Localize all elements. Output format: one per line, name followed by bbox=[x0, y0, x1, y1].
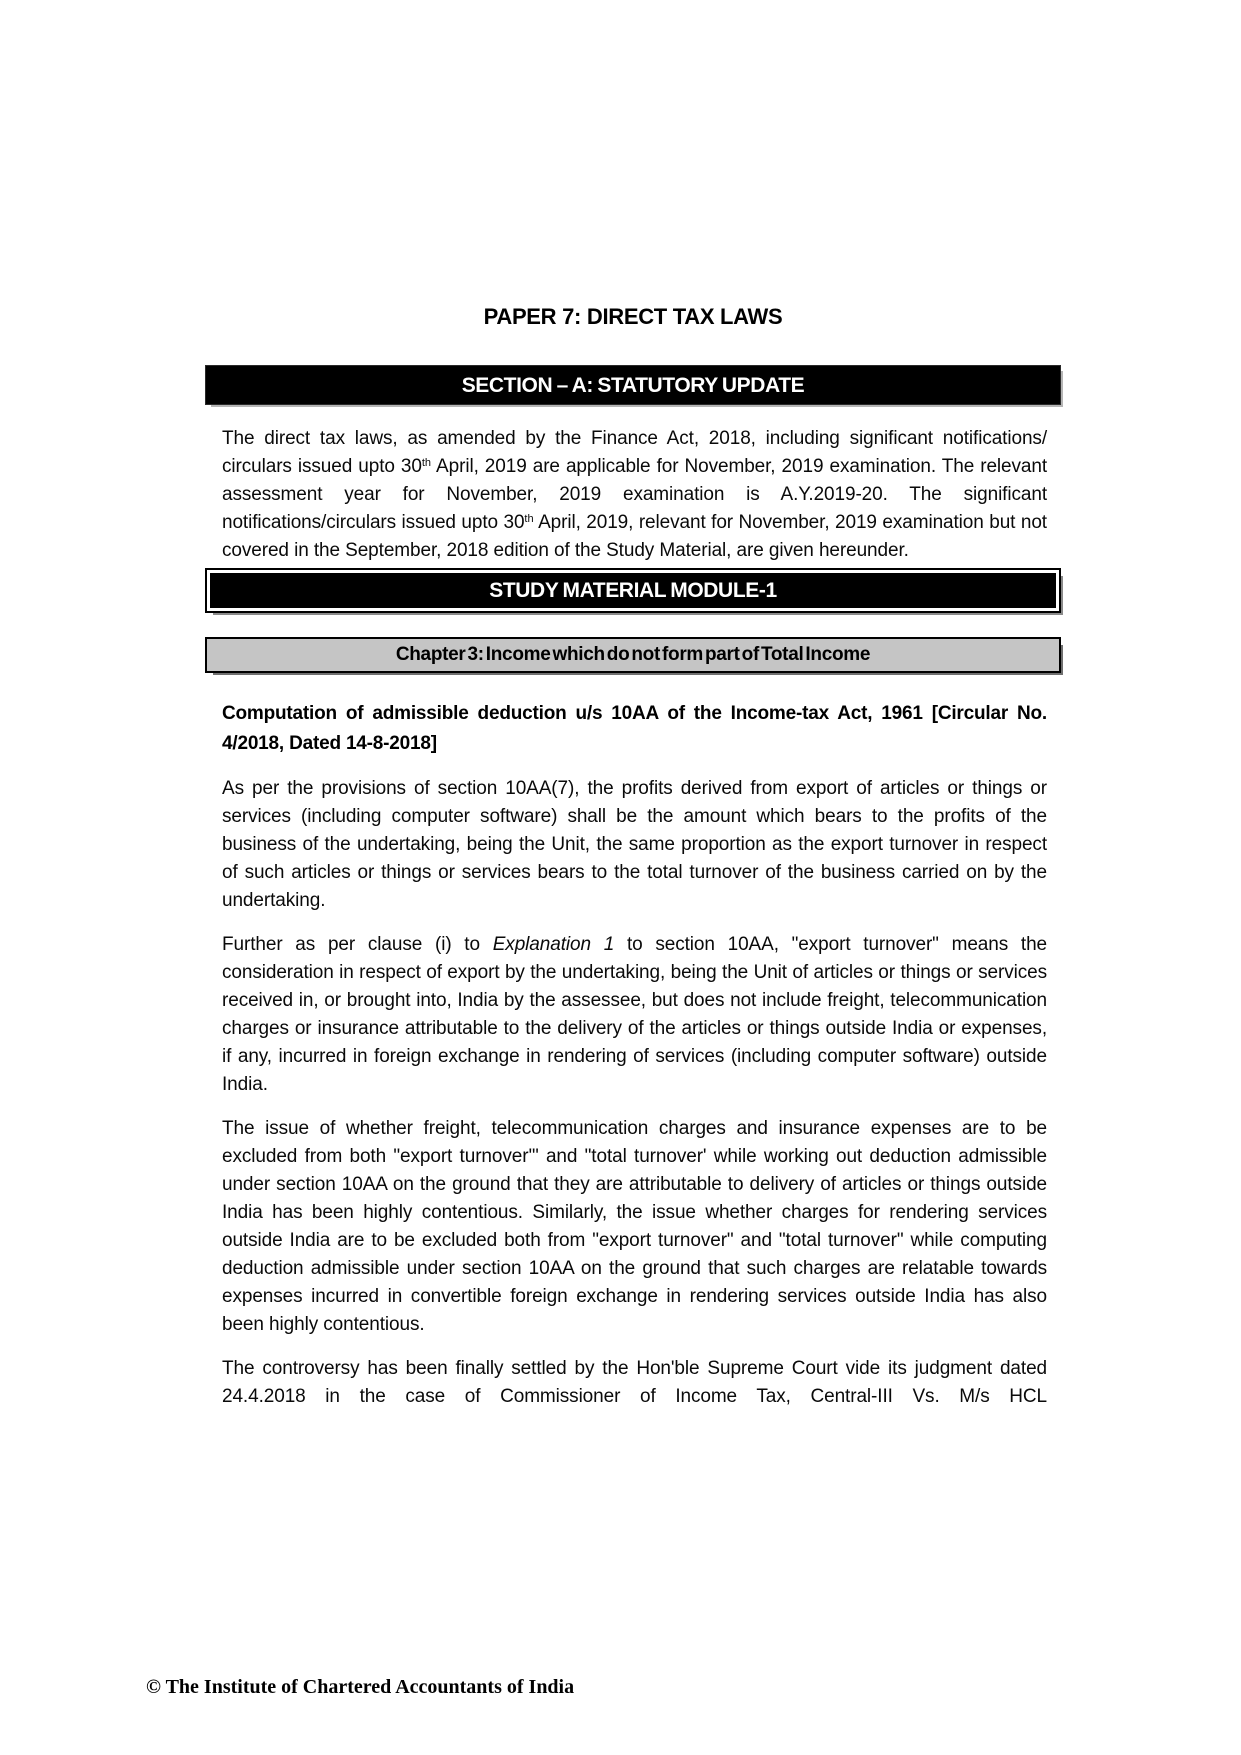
page-title: PAPER 7: DIRECT TAX LAWS bbox=[483, 304, 783, 329]
paragraph-section-10aa: As per the provisions of section 10AA(7), the profits derived from export of articles or things or services (including computer software) shall be the amount which bears to the profits of the business of the undertaking, being the Unit, the same proportion as the export turnover in respect of such articles or things or services bears to the total turnover of the business carried on by the undertaking. bbox=[222, 778, 1047, 911]
section-a-banner bbox=[205, 365, 1061, 405]
topic-heading: Computation of admissible deduction u/s 10AA of the Income-tax Act, 1961 [Circular No. 4/2018, Dated 14-8-2018] bbox=[222, 703, 1047, 754]
intro-paragraph: The direct tax laws, as amended by the Finance Act, 2018, including significant notifications/ circulars issued upto 30th April, 2019 are applicable for November, 2019 examination. The relevant assessment year for November, 2019 examination is A.Y.2019-20. The significant notifications/circulars issued upto 30th April, 2019, relevant for November, 2019 examination but not covered in the September, 2018 edition of the Study Material, are given hereunder. bbox=[222, 428, 1048, 561]
study-material-module-banner-label: STUDY MATERIAL MODULE-1 bbox=[489, 579, 777, 602]
paragraph-contentious-issue: The issue of whether freight, telecommunication charges and insurance expenses are to be excluded from both "export turnover'" and "total turnover' while working out deduction admissible under section 10AA on the ground that they are attributable to delivery of articles or things outside India has been highly contentious. Similarly, the issue whether charges for rendering services outside India are to be excluded both from "export turnover" and "total turnover" while computing deduction admissible under section 10AA on the ground that such charges are relatable towards expenses incurred in convertible foreign exchange in rendering services outside India has also been highly contentious. bbox=[222, 1118, 1047, 1335]
paragraph-supreme-court: The controversy has been finally settled by the Hon'ble Supreme Court vide its judgment dated 24.4.2018 in the case of Commissioner of Income Tax, Central-III Vs. M/s HCL bbox=[222, 1358, 1047, 1407]
section-a-banner-label: SECTION – A: STATUTORY UPDATE bbox=[461, 374, 805, 397]
content-column bbox=[205, 0, 1061, 1411]
study-material-module-banner bbox=[205, 568, 1061, 613]
chapter-banner-label: Chapter 3: Income which do not form part of Total Income bbox=[395, 644, 871, 665]
copyright-footer: © The Institute of Chartered Accountants of India bbox=[146, 1676, 575, 1698]
chapter-banner bbox=[205, 637, 1061, 673]
paragraph-export-turnover-definition: Further as per clause (i) to Explanation 1 to section 10AA, "export turnover" means the consideration in respect of export by the undertaking, being the Unit of articles or things or services received in, or brought into, India by the assessee, but does not include freight, telecommunication charges or insurance attributable to the delivery of the articles or things outside India or expenses, if any, incurred in foreign exchange in rendering of services (including computer software) outside India. bbox=[222, 934, 1047, 1095]
